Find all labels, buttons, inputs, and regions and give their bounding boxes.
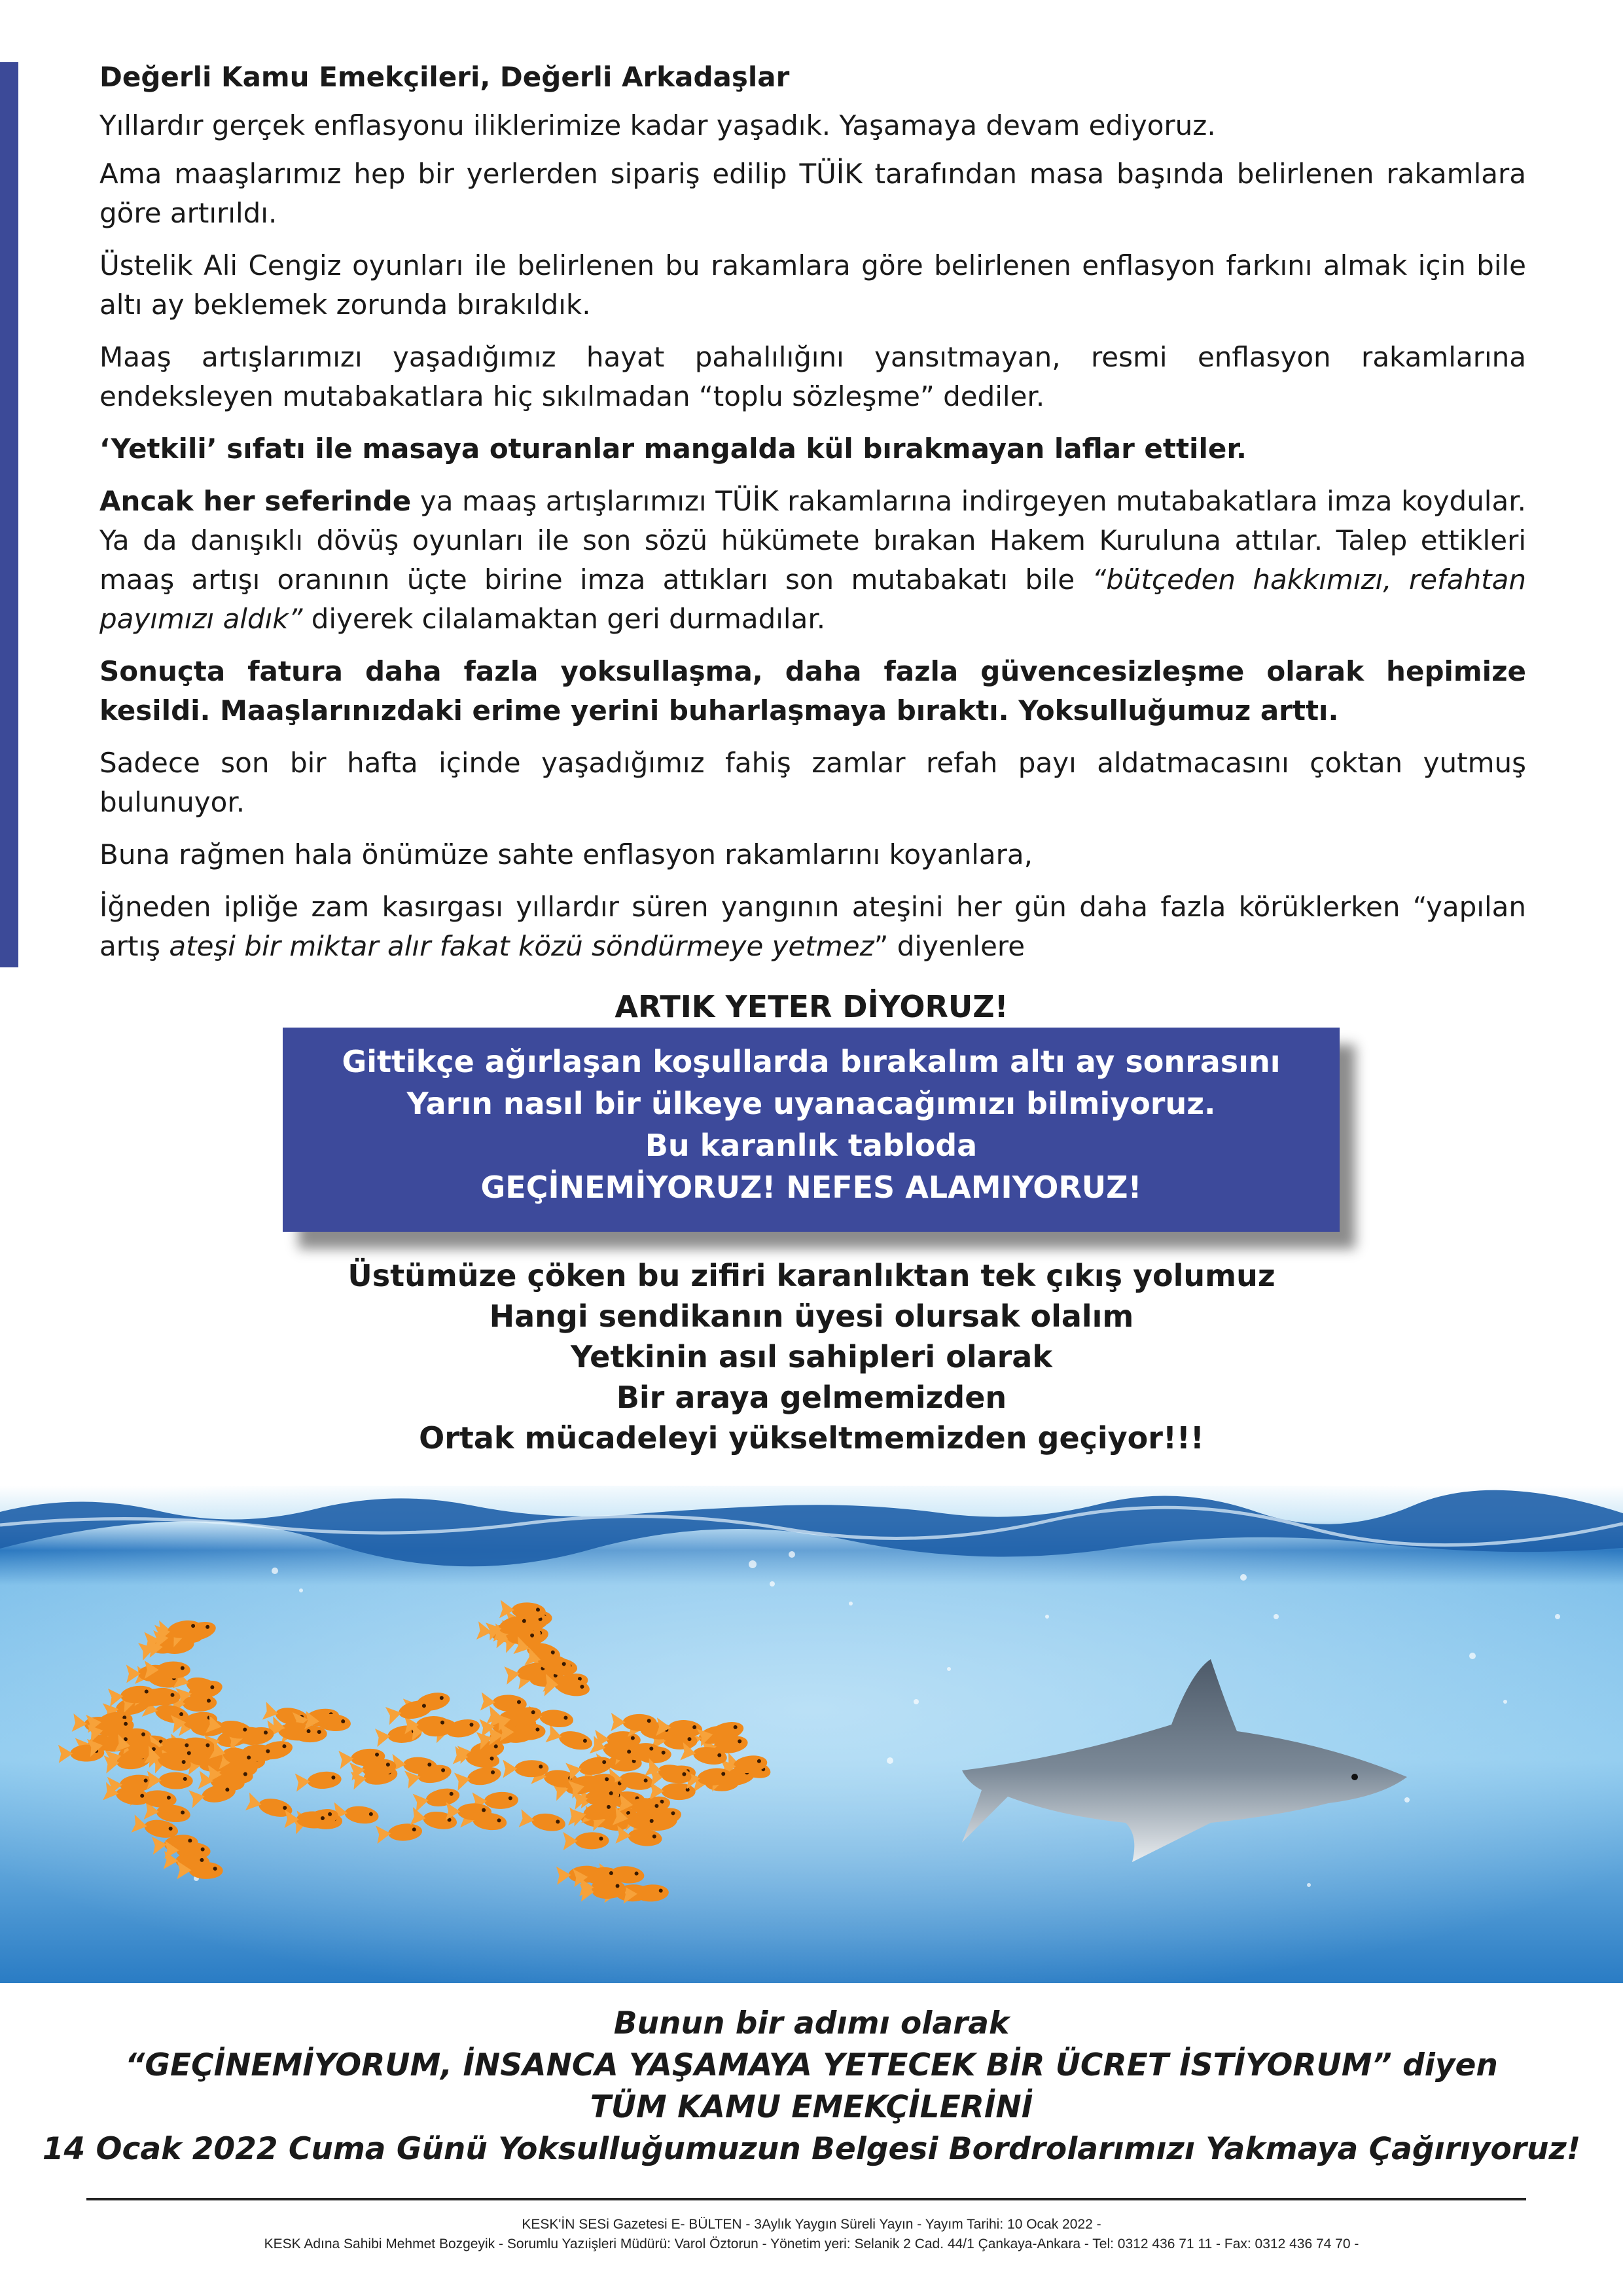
call-line-5: Ortak mücadeleyi yükseltmemizden geçiyor!!! — [419, 1420, 1204, 1456]
paragraph-10-end: ” diyenlere — [874, 930, 1026, 962]
paragraph-6 — [99, 482, 1526, 639]
highlight-line-1: Gittikçe ağırlaşan koşullarda bırakalım altı ay sonrasını — [342, 1044, 1281, 1079]
footer-line-2: KESK Adına Sahibi Mehmet Bozgeyik - Sorumlu Yazıişleri Müdürü: Varol Öztorun - Yönetim yeri: Selanik 2 Cad. 44/1 Çankaya-Ankara - Tel: 0312 436 71 11 - Fax: 0312 436 74 70 - — [264, 2236, 1359, 2251]
footer-divider — [86, 2198, 1526, 2200]
highlight-line-2: Yarın nasıl bir ülkeye uyanacağımızı bilmiyoruz. — [406, 1086, 1216, 1121]
footer-line-1: KESK'İN SESi Gazetesi E- BÜLTEN - 3Aylık Yaygın Süreli Yayın - Yayım Tarihi: 10 Ocak 2022 - — [522, 2217, 1101, 2232]
left-accent-bar — [0, 62, 18, 967]
ocean-svg — [0, 1486, 1623, 1983]
paragraph-3: Üstelik Ali Cengiz oyunları ile belirlenen bu rakamlara göre belirlenen enflasyon farkını almak için bile altı ay beklemek zorunda bırakıldık. — [99, 249, 1526, 321]
call-line-3: Yetkinin asıl sahipleri olarak — [571, 1339, 1052, 1374]
closing-line-1: Bunun bir adımı olarak — [613, 2005, 1010, 2041]
paragraph-5: ‘Yetkili’ sıfatı ile masaya oturanlar mangalda kül bırakmayan laflar ettiler. — [99, 433, 1247, 465]
paragraph-8: Sadece son bir hafta içinde yaşadığımız fahiş zamlar refah payı aldatmacasını çoktan yutmuş bulunuyor. — [99, 747, 1526, 818]
paragraph-10-text: İğneden ipliğe zam kasırgası yıllardır süren yangının ateşini her gün daha fazla körüklerken “yapılan artış — [99, 891, 1526, 962]
paragraph-9: Buna rağmen hala önümüze sahte enflasyon rakamlarını koyanlara, — [99, 838, 1033, 870]
closing-line-4: 14 Ocak 2022 Cuma Günü Yoksulluğumuzun Belgesi Bordrolarımızı Yakmaya Çağırıyoruz! — [42, 2131, 1581, 2167]
closing-call — [0, 2003, 1623, 2170]
highlight-box — [283, 1028, 1340, 1232]
letter-body — [99, 58, 1526, 979]
closing-line-2: “GEÇİNEMİYORUM, İNSANCA YAŞAMAYA YETECEK BİR ÜCRET İSTİYORUM” diyen — [125, 2047, 1498, 2083]
paragraph-6-lead: Ancak her seferinde — [99, 485, 412, 517]
greeting: Değerli Kamu Emekçileri, Değerli Arkadaşlar — [99, 61, 790, 93]
call-line-4: Bir araya gelmemizden — [616, 1380, 1007, 1415]
call-block — [0, 1255, 1623, 1458]
call-line-1: Üstümüze çöken bu zifiri karanlıktan tek çıkış yolumuz — [348, 1258, 1275, 1293]
footer-imprint — [0, 2215, 1623, 2254]
paragraph-10 — [99, 888, 1526, 966]
paragraph-10-quote: ateşi bir miktar alır fakat közü söndürmeye yetmez — [169, 930, 874, 962]
paragraph-1: Yıllardır gerçek enflasyonu iliklerimize kadar yaşadık. Yaşamaya devam ediyoruz. — [99, 109, 1216, 141]
highlight-line-3: Bu karanlık tabloda — [645, 1128, 978, 1163]
goldfish-shark-illustration — [0, 1486, 1623, 1983]
paragraph-6-quote: “bütçeden hakkımızı, refahtan payımızı aldık” — [99, 564, 1527, 635]
paragraph-7: Sonuçta fatura daha fazla yoksullaşma, daha fazla güvencesizleşme olarak hepimize kesildi. Maaşlarınızdaki erime yerini buharlaşmaya bıraktı. Yoksulluğumuz arttı. — [99, 655, 1526, 726]
call-line-2: Hangi sendikanın üyesi olursak olalım — [489, 1299, 1134, 1334]
closing-line-3: TÜM KAMU EMEKÇİLERİNİ — [590, 2089, 1033, 2125]
headline: ARTIK YETER DİYORUZ! — [615, 989, 1008, 1024]
paragraph-6-end: diyerek cilalamaktan geri durmadılar. — [302, 603, 826, 635]
paragraph-2: Ama maaşlarımız hep bir yerlerden sipariş edilip TÜİK tarafından masa başında belirlenen rakamlara göre artırıldı. — [99, 158, 1526, 229]
paragraph-6-text: ya maaş artışlarımızı TÜİK rakamlarına indirgeyen mutabakatlara imza koydular. Ya da danışıklı dövüş oyunları ile son sözü hükümete bırakan Hakem Kuruluna attılar. Talep ettikleri maaş artışı oranının üçte birine imza attıkları son mutabakatı bile — [99, 485, 1526, 596]
paragraph-4: Maaş artışlarımızı yaşadığımız hayat pahalılığını yansıtmayan, resmi enflasyon rakamlarına endeksleyen mutabakatlara hiç sıkılmadan “toplu sözleşme” dediler. — [99, 341, 1526, 412]
highlight-line-4: GEÇİNEMİYORUZ! NEFES ALAMIYORUZ! — [480, 1170, 1142, 1205]
